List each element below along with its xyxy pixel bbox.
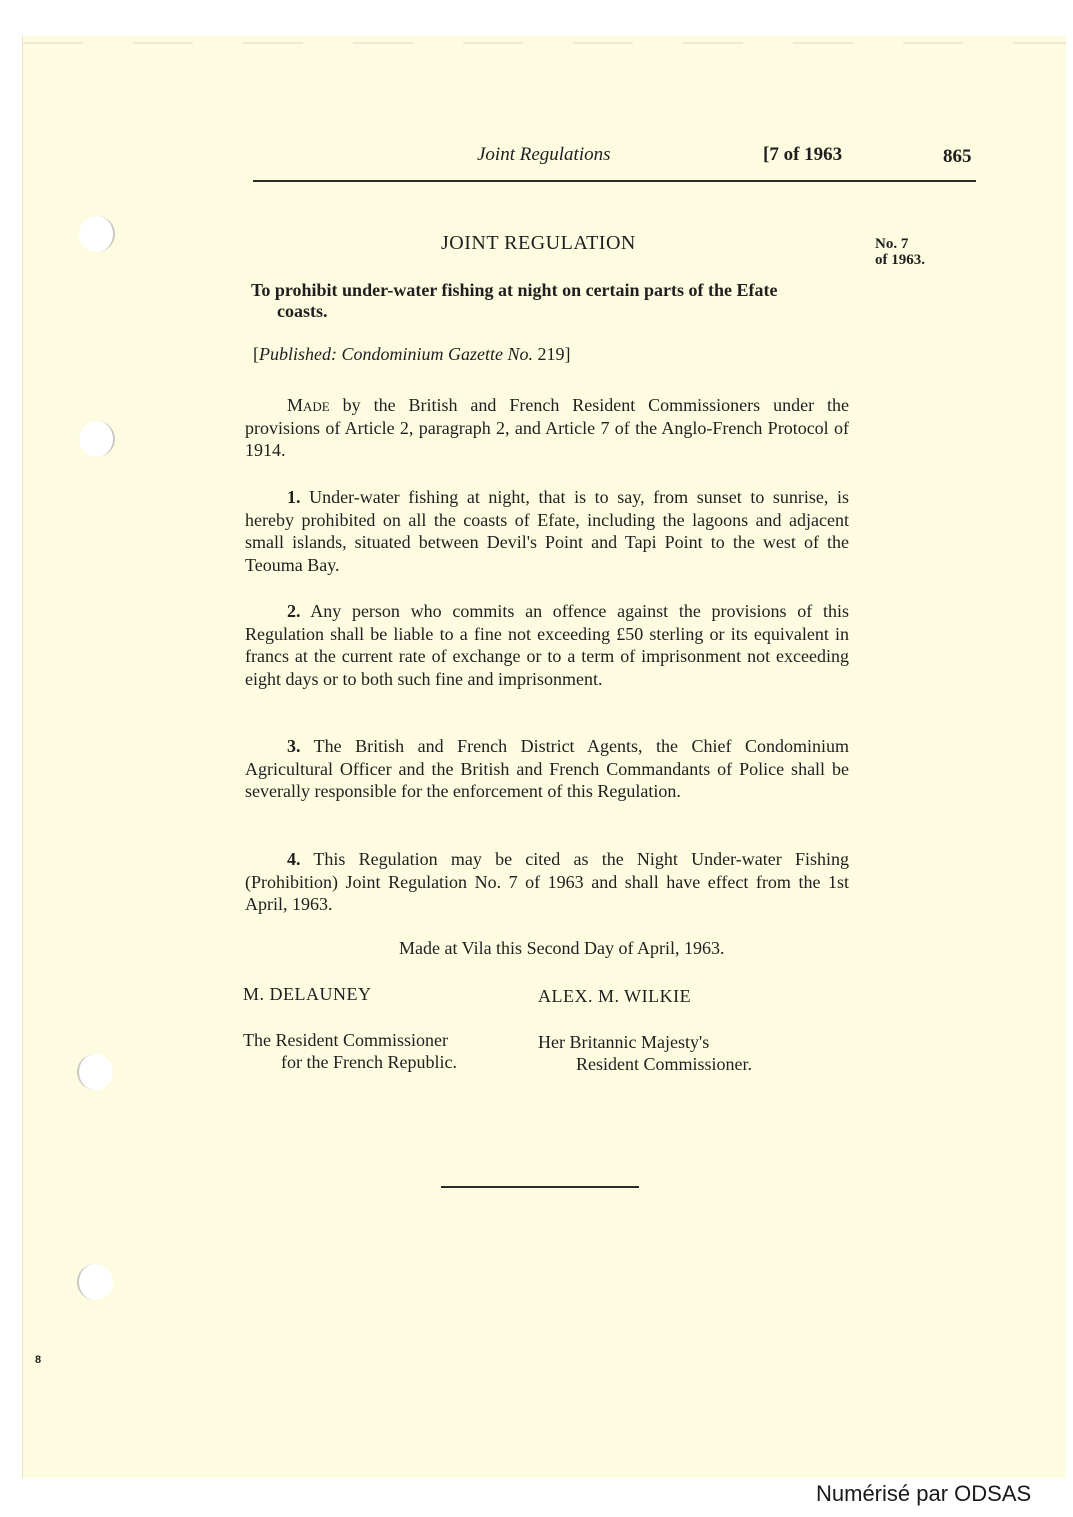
section-2 xyxy=(245,600,849,690)
section-number: 4. xyxy=(287,849,301,869)
punch-hole xyxy=(79,421,115,457)
document-page xyxy=(22,36,1066,1478)
running-header-title: Joint Regulations xyxy=(477,144,611,165)
section-number: 3. xyxy=(287,736,301,756)
section-4 xyxy=(245,848,849,916)
role-line-1: Her Britannic Majesty's xyxy=(538,1032,710,1052)
end-rule xyxy=(441,1186,639,1188)
publication-number: 219] xyxy=(532,344,571,364)
section-number: 2. xyxy=(287,601,301,621)
regulation-title: JOINT REGULATION xyxy=(441,232,636,254)
margin-note xyxy=(875,236,925,268)
scan-credit: Numérisé par ODSAS xyxy=(816,1481,1032,1506)
regulation-purpose xyxy=(251,280,861,322)
page-number: 865 xyxy=(943,146,972,167)
section-text: The British and French District Agents, the Chief Condominium Agricultural Officer and the British and French Commandants of Police shall be severally responsible for the enforcement of this Regulation. xyxy=(245,736,849,801)
margin-note-year: of 1963. xyxy=(875,252,925,268)
preamble-lead: Made xyxy=(287,395,330,415)
margin-note-number: No. 7 xyxy=(875,236,909,252)
role-line-2: Resident Commissioner. xyxy=(576,1054,753,1074)
signatory-name-french: M. DELAUNEY xyxy=(243,984,372,1004)
publication-label: Published: Condominium Gazette No. xyxy=(259,344,533,364)
margin-mark: 8 xyxy=(35,1354,42,1366)
section-3 xyxy=(245,735,849,803)
punch-hole xyxy=(77,1054,113,1090)
page-top-edge xyxy=(23,42,1066,44)
signatory-role-british xyxy=(538,1031,752,1075)
preamble-paragraph xyxy=(245,394,849,462)
role-line-1: The Resident Commissioner xyxy=(243,1030,448,1050)
punch-hole xyxy=(77,1264,113,1300)
publication-note xyxy=(253,344,570,365)
signatory-name-british: ALEX. M. WILKIE xyxy=(538,986,692,1006)
running-header-reference: [7 of 1963 xyxy=(763,144,843,165)
header-rule xyxy=(253,180,976,182)
section-number: 1. xyxy=(287,487,301,507)
signatory-role-french xyxy=(243,1029,457,1073)
publication-bracket: [ xyxy=(253,344,259,364)
preamble-text: by the British and French Resident Commissioners under the provisions of Article 2, paragraph 2, and Article 7 of the Anglo-French Protocol of 1914. xyxy=(245,395,849,460)
section-text: Under-water fishing at night, that is to say, from sunset to sunrise, is hereby prohibited on all the coasts of Efate, including the lagoons and adjacent small islands, situated between Devil's Point and Tapi Point to the west of the Teouma Bay. xyxy=(245,487,849,575)
section-1 xyxy=(245,486,849,576)
punch-hole xyxy=(79,216,115,252)
role-line-2: for the French Republic. xyxy=(281,1052,457,1072)
section-text: Any person who commits an offence against the provisions of this Regulation shall be liable to a fine not exceeding £50 sterling or its equivalent in francs at the current rate of exchange or to a term of imprisonment not exceeding eight days or to both such fine and imprisonment. xyxy=(245,601,849,689)
purpose-line-1: To prohibit under-water fishing at night on certain parts of the Efate xyxy=(251,280,778,300)
made-at-line: Made at Vila this Second Day of April, 1963. xyxy=(399,938,725,958)
purpose-line-2: coasts. xyxy=(277,301,328,321)
section-text: This Regulation may be cited as the Night Under-water Fishing (Prohibition) Joint Regulation No. 7 of 1963 and shall have effect from the 1st April, 1963. xyxy=(245,849,849,914)
